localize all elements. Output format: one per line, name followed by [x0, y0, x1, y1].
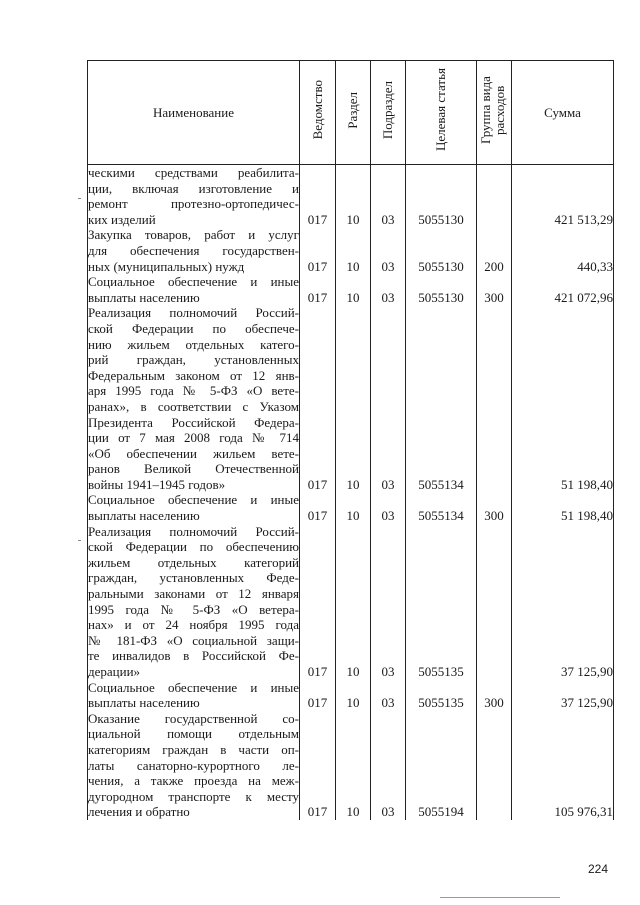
- row-razdel: 10: [336, 524, 371, 680]
- row-gruppa: 200: [477, 227, 512, 274]
- row-razdel: 10: [336, 680, 371, 711]
- row-name-line: рий граждан, установленных: [88, 352, 299, 368]
- row-gruppa: [477, 711, 512, 820]
- row-name-line: Реализация полномочий Россий-: [88, 523, 299, 539]
- table-row: [88, 274, 614, 305]
- row-podrazdel: 03: [371, 711, 406, 820]
- row-name: [88, 227, 300, 274]
- row-name-line: аря 1995 года № 5-ФЗ «О вете-: [88, 383, 299, 399]
- margin-mark: [78, 540, 81, 541]
- row-summa: 37 125,90: [512, 524, 614, 680]
- row-name-line: лечения и обратно: [88, 804, 190, 820]
- row-name-line: Федеральным законом от 12 янв-: [88, 367, 299, 383]
- row-name-line: ции, включая изготовление и: [88, 180, 299, 196]
- margin-mark: [78, 198, 81, 199]
- table-row: [88, 711, 614, 820]
- row-razdel: 10: [336, 305, 371, 492]
- row-summa: 440,33: [512, 227, 614, 274]
- row-summa: 37 125,90: [512, 680, 614, 711]
- page-number: 224: [588, 862, 609, 876]
- row-name-line: циальной помощи отдельным: [88, 726, 299, 742]
- row-name-line: ской Федерации по обеспечению: [88, 539, 299, 555]
- table-header-row: [88, 61, 614, 165]
- row-name: [88, 305, 300, 492]
- row-name-line: нию жильем отдельных катего-: [88, 336, 299, 352]
- scan-edge-line: [440, 897, 560, 898]
- row-podrazdel: 03: [371, 524, 406, 680]
- row-podrazdel: 03: [371, 165, 406, 228]
- row-name: [88, 524, 300, 680]
- row-name: [88, 492, 300, 523]
- row-vedomstvo: 017: [300, 711, 336, 820]
- row-vedomstvo: 017: [300, 492, 336, 523]
- row-name-line: выплаты населению: [88, 289, 200, 305]
- row-celevaya: 5055134: [406, 305, 477, 492]
- row-gruppa: [477, 524, 512, 680]
- row-summa: 51 198,40: [512, 305, 614, 492]
- header-podrazdel: Подраздел: [371, 61, 406, 165]
- row-name-line: ранов Великой Отечественной: [88, 461, 299, 477]
- row-razdel: 10: [336, 492, 371, 523]
- row-gruppa: 300: [477, 274, 512, 305]
- row-razdel: 10: [336, 165, 371, 228]
- budget-table: [87, 60, 614, 820]
- row-summa: 421 513,29: [512, 165, 614, 228]
- row-name-line: те инвалидов в Российской Фе-: [88, 648, 299, 664]
- row-razdel: 10: [336, 711, 371, 820]
- row-name-line: «Об обеспечении жильем вете-: [88, 445, 299, 461]
- row-name-line: ской Федерации по обеспече-: [88, 320, 299, 336]
- row-gruppa: 300: [477, 492, 512, 523]
- row-name-line: Социальное обеспечение и иные: [88, 492, 299, 508]
- row-name-line: ции от 7 мая 2008 года № 714: [88, 430, 299, 446]
- row-podrazdel: 03: [371, 305, 406, 492]
- row-name-line: жильем отдельных категорий: [88, 554, 299, 570]
- row-vedomstvo: 017: [300, 227, 336, 274]
- header-celevaya: Целевая статья: [406, 61, 477, 165]
- row-razdel: 10: [336, 274, 371, 305]
- row-name: [88, 680, 300, 711]
- row-celevaya: 5055130: [406, 274, 477, 305]
- row-name-line: Социальное обеспечение и иные: [88, 274, 299, 290]
- row-name-line: дерации»: [88, 664, 141, 679]
- row-name-line: ральными законами от 12 января: [88, 586, 299, 602]
- row-name: [88, 165, 300, 228]
- row-podrazdel: 03: [371, 227, 406, 274]
- row-name-line: 1995 года № 5-ФЗ «О ветера-: [88, 601, 299, 617]
- row-celevaya: 5055134: [406, 492, 477, 523]
- row-name-line: ных (муниципальных) нужд: [88, 258, 245, 274]
- row-name-line: дугородном транспорте к месту: [88, 788, 299, 804]
- row-celevaya: 5055135: [406, 680, 477, 711]
- header-gruppa: Группа вида расходов: [477, 61, 512, 165]
- table-row: [88, 524, 614, 680]
- table-row: [88, 165, 614, 228]
- row-name-line: Оказание государственной со-: [88, 710, 299, 726]
- row-name-line: выплаты населению: [88, 508, 200, 524]
- row-name: [88, 711, 300, 820]
- table-row: [88, 492, 614, 523]
- table-row: [88, 227, 614, 274]
- row-name-line: ранах», в соответствии с Указом: [88, 398, 299, 414]
- row-name-line: чения, а также проезда на меж-: [88, 773, 299, 789]
- row-name-line: категориям граждан в части оп-: [88, 741, 299, 757]
- row-name-line: Реализация полномочий Россий-: [88, 305, 299, 321]
- row-vedomstvo: 017: [300, 524, 336, 680]
- row-vedomstvo: 017: [300, 165, 336, 228]
- header-razdel: Раздел: [336, 61, 371, 165]
- header-name: Наименование: [88, 61, 300, 165]
- row-name-line: № 181-ФЗ «О социальной защи-: [88, 632, 299, 648]
- row-name-line: Социальное обеспечение и иные: [88, 679, 299, 695]
- row-name-line: ких изделий: [88, 211, 156, 227]
- row-celevaya: 5055194: [406, 711, 477, 820]
- row-name-line: граждан, установленных Феде-: [88, 570, 299, 586]
- row-podrazdel: 03: [371, 492, 406, 523]
- header-summa: Сумма: [512, 61, 614, 165]
- row-gruppa: [477, 165, 512, 228]
- row-gruppa: [477, 305, 512, 492]
- row-celevaya: 5055135: [406, 524, 477, 680]
- row-name: [88, 274, 300, 305]
- row-name-line: нах» и от 24 ноября 1995 года: [88, 617, 299, 633]
- row-name-line: латы санаторно-курортного ле-: [88, 757, 299, 773]
- row-name-line: Президента Российской Федера-: [88, 414, 299, 430]
- row-name-line: войны 1941–1945 годов»: [88, 476, 226, 492]
- row-summa: 51 198,40: [512, 492, 614, 523]
- row-podrazdel: 03: [371, 680, 406, 711]
- row-summa: 105 976,31: [512, 711, 614, 820]
- row-name-line: для обеспечения государствен-: [88, 242, 299, 258]
- table-row: [88, 305, 614, 492]
- row-name-line: ремонт протезно-ортопедичес-: [88, 196, 299, 212]
- row-podrazdel: 03: [371, 274, 406, 305]
- row-name-line: ческими средствами реабилита-: [88, 165, 299, 180]
- row-vedomstvo: 017: [300, 680, 336, 711]
- header-vedomstvo: Ведомство: [300, 61, 336, 165]
- row-celevaya: 5055130: [406, 165, 477, 228]
- row-name-line: Закупка товаров, работ и услуг: [88, 227, 299, 243]
- row-gruppa: 300: [477, 680, 512, 711]
- row-vedomstvo: 017: [300, 274, 336, 305]
- row-summa: 421 072,96: [512, 274, 614, 305]
- table-row: [88, 680, 614, 711]
- table-body: [88, 165, 614, 820]
- row-vedomstvo: 017: [300, 305, 336, 492]
- row-razdel: 10: [336, 227, 371, 274]
- row-name-line: выплаты населению: [88, 695, 200, 711]
- row-celevaya: 5055130: [406, 227, 477, 274]
